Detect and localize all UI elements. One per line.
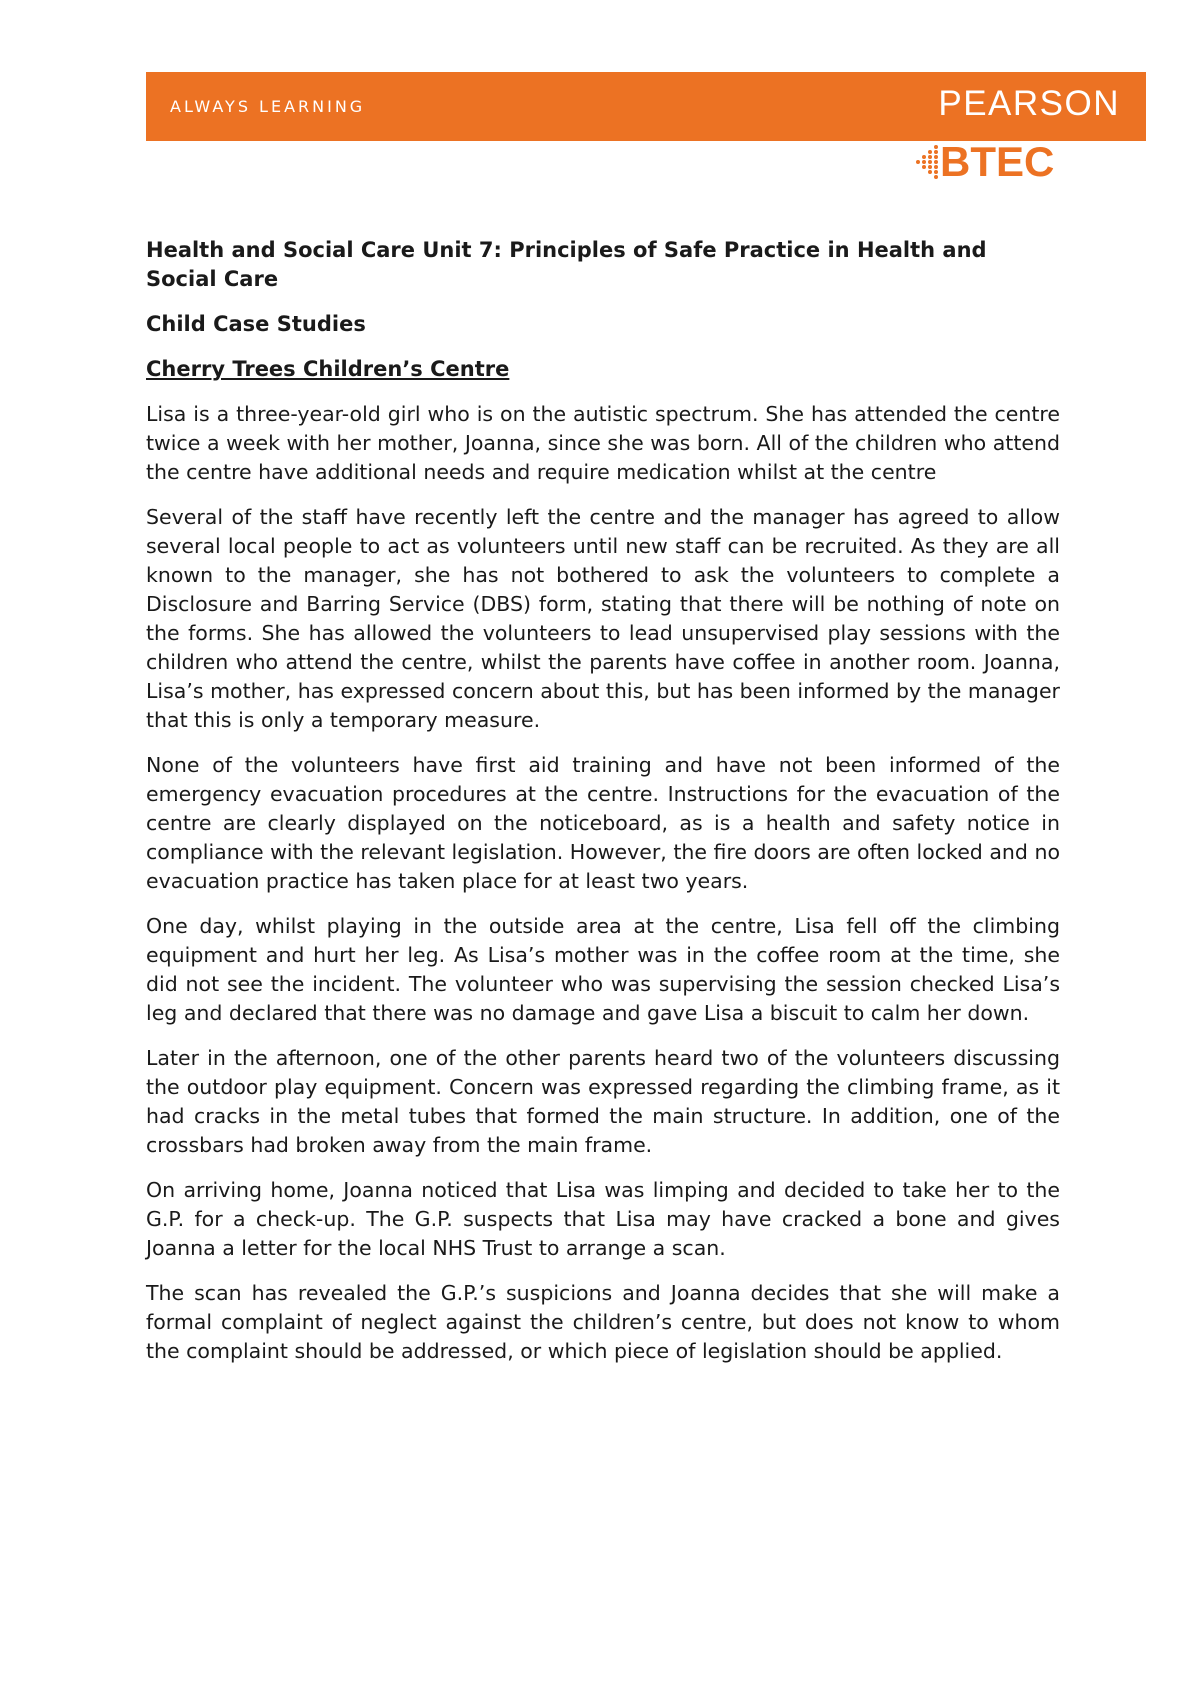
paragraph: Lisa is a three-year-old girl who is on the autistic spectrum. She has attended the centre twice a week with her mother, Joanna, since she was born. All of the children who attend the centre have additional needs and require medication whilst at the centre bbox=[146, 402, 1060, 484]
paragraph: On arriving home, Joanna noticed that Lisa was limping and decided to take her to the G.P. for a check-up. The G.P. suspects that Lisa may have cracked a bone and gives Joanna a letter for the local NHS Trust to arrange a scan. bbox=[146, 1178, 1060, 1260]
paragraph: Later in the afternoon, one of the other parents heard two of the volunteers discussing the outdoor play equipment. Concern was expressed regarding the climbing frame, as it had cracks in the metal tubes that formed the main structure. In addition, one of the crossbars had broken away from the main frame. bbox=[146, 1046, 1060, 1157]
document-subtitle: Child Case Studies bbox=[146, 312, 366, 336]
btec-logo bbox=[914, 140, 1064, 190]
tagline: ALWAYS LEARNING bbox=[170, 97, 366, 116]
paragraph: Several of the staff have recently left the centre and the manager has agreed to allow several local people to act as volunteers until new staff can be recruited. As they are all known to the manager, she has not bothered to ask the volunteers to complete a Disclosure and Barring Service (DBS) form, stating that there will be nothing of note on the forms. She has allowed the volunteers to lead unsupervised play sessions with the children who attend the centre, whilst the parents have coffee in another room. Joanna, Lisa’s mother, has expressed concern about this, but has been informed by the manager that this is only a temporary measure. bbox=[146, 505, 1060, 732]
pearson-logo: PEARSON bbox=[938, 84, 1120, 123]
section-heading: Cherry Trees Children’s Centre bbox=[146, 357, 510, 381]
header-banner bbox=[146, 72, 1146, 141]
paragraph: One day, whilst playing in the outside area at the centre, Lisa fell off the climbing equipment and hurt her leg. As Lisa’s mother was in the coffee room at the time, she did not see the incident. The volunteer who was supervising the session checked Lisa’s leg and declared that there was no damage and gave Lisa a biscuit to calm her down. bbox=[146, 914, 1060, 1025]
btec-wordmark: BTEC bbox=[940, 138, 1055, 185]
document-title: Health and Social Care Unit 7: Principles of Safe Practice in Health and Social Care bbox=[146, 238, 987, 291]
paragraph: The scan has revealed the G.P.’s suspicions and Joanna decides that she will make a formal complaint of neglect against the children’s centre, but does not know to whom the complaint should be addressed, or which piece of legislation should be applied. bbox=[146, 1281, 1060, 1363]
document-body bbox=[146, 236, 1060, 1382]
paragraph: None of the volunteers have first aid training and have not been informed of the emergency evacuation procedures at the centre. Instructions for the evacuation of the centre are clearly displayed on the noticeboard, as is a health and safety notice in compliance with the relevant legislation. However, the fire doors are often locked and no evacuation practice has taken place for at least two years. bbox=[146, 753, 1060, 893]
